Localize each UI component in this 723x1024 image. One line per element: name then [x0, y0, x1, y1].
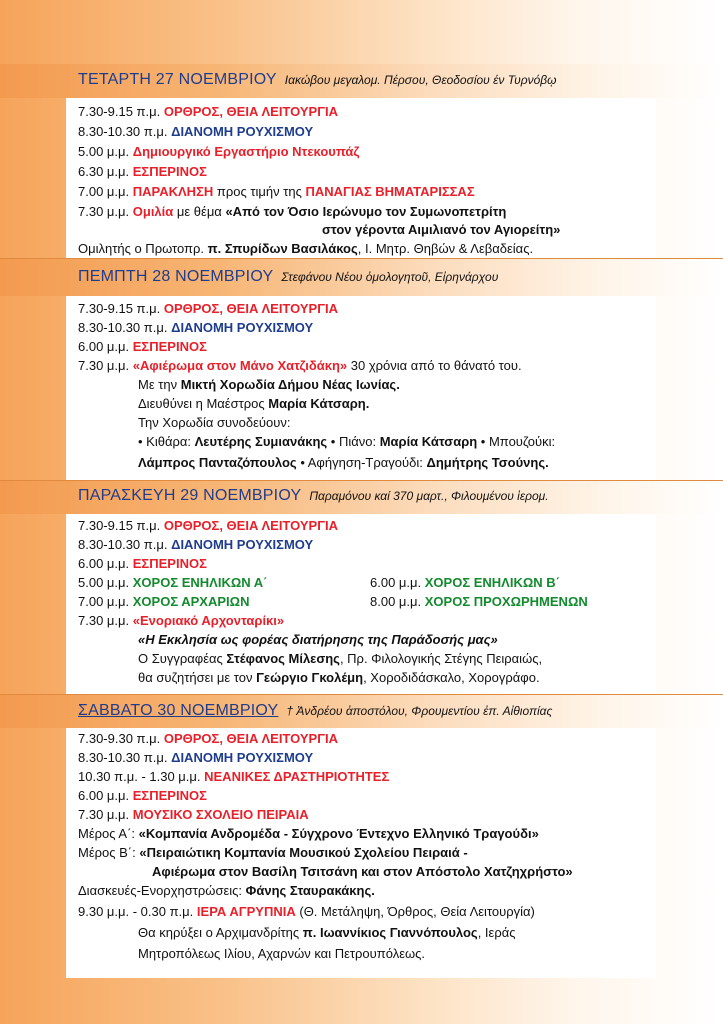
schedule-line: 7.00 μ.μ. ΠΑΡΑΚΛΗΣΗ προς τιμήν της ΠΑΝΑΓΙΑΣ ΒΗΜΑΤΑΡΙΣΣΑΣ	[78, 184, 475, 199]
divider	[0, 694, 723, 695]
schedule-line: 8.00 μ.μ. ΧΟΡΟΣ ΠΡΟΧΩΡΗΜΕΝΩΝ	[370, 594, 588, 609]
schedule-line: θα συζητήσει με τον Γεώργιο Γκολέμη, Χοροδιδάσκαλο, Χορογράφο.	[138, 670, 540, 685]
schedule-line: Θα κηρύξει ο Αρχιμανδρίτης π. Ιωαννίκιος Γιαννόπουλος, Ιεράς	[138, 925, 516, 940]
schedule-line: 5.00 μ.μ. Δημιουργικό Εργαστήριο Ντεκουπάζ	[78, 144, 360, 159]
schedule-line: 6.30 μ.μ. ΕΣΠΕΡΙΝΟΣ	[78, 164, 207, 179]
saint-of-day: Παραμόνου καί 370 μαρτ., Φιλουμένου ἱερομ.	[309, 489, 549, 503]
schedule-line: 7.00 μ.μ. ΧΟΡΟΣ ΑΡΧΑΡΙΩΝ	[78, 594, 250, 609]
schedule-line: 8.30-10.30 π.μ. ΔΙΑΝΟΜΗ ΡΟΥΧΙΣΜΟΥ	[78, 750, 314, 765]
schedule-line: 5.00 μ.μ. ΧΟΡΟΣ ΕΝΗΛΙΚΩΝ Α΄	[78, 575, 268, 590]
schedule-line: 7.30-9.15 π.μ. ΟΡΘΡΟΣ, ΘΕΙΑ ΛΕΙΤΟΥΡΓΙΑ	[78, 104, 339, 119]
schedule-line: Μέρος Α΄: «Κομπανία Ανδρομέδα - Σύγχρονο Έντεχνο Ελληνικό Τραγούδι»	[78, 826, 539, 841]
schedule-line: 7.30-9.15 π.μ. ΟΡΘΡΟΣ, ΘΕΙΑ ΛΕΙΤΟΥΡΓΙΑ	[78, 301, 339, 316]
schedule-line: 6.00 μ.μ. ΕΣΠΕΡΙΝΟΣ	[78, 788, 207, 803]
schedule-line: Ο Συγγραφέας Στέφανος Μίλεσης, Πρ. Φιλολογικής Στέγης Πειραιώς,	[138, 651, 543, 666]
schedule-line: Ομιλητής ο Πρωτοπρ. π. Σπυρίδων Βασιλάκος, Ι. Μητρ. Θηβών & Λεβαδείας.	[78, 241, 534, 256]
schedule-line: 9.30 μ.μ. - 0.30 π.μ. ΙΕΡΑ ΑΓΡΥΠΝΙΑ (Θ. Μετάληψη, Όρθρος, Θεία Λειτουργία)	[78, 904, 535, 919]
saint-of-day: Στεφάνου Νέου ὁμολογητοῦ, Εἰρηνάρχου	[281, 270, 499, 284]
schedule-line: Λάμπρος Πανταζόπουλος • Αφήγηση-Τραγούδι: Δημήτρης Τσούνης.	[138, 455, 549, 470]
day-title: ΤΕΤΑΡΤΗ 27 ΝΟΕΜΒΡΙΟΥ	[78, 71, 277, 88]
schedule-line: 7.30 μ.μ. «Ενοριακό Αρχονταρίκι»	[78, 613, 285, 628]
divider	[0, 480, 723, 481]
schedule-line: 7.30 μ.μ. Ομιλία με θέμα «Από τον Όσιο Ιερώνυμο τον Συμωνοπετρίτη	[78, 204, 507, 219]
schedule-line: Την Χορωδία συνοδεύουν:	[138, 415, 291, 430]
divider	[0, 258, 723, 259]
schedule-line: Μέρος Β΄: «Πειραιώτικη Κομπανία Μουσικού Σχολείου Πειραιά -	[78, 845, 468, 860]
schedule-line: 7.30 μ.μ. «Αφιέρωμα στον Μάνο Χατζιδάκη» 30 χρόνια από το θάνατό του.	[78, 358, 522, 373]
day-title: ΠΑΡΑΣΚΕΥΗ 29 ΝΟΕΜΒΡΙΟΥ	[78, 487, 302, 504]
day-title: ΣΑΒΒΑΤΟ 30 ΝΟΕΜΒΡΙΟΥ	[78, 702, 279, 719]
day-header-thursday	[78, 268, 498, 286]
schedule-line: στον γέροντα Αιμιλιανό τον Αγιορείτη»	[322, 222, 561, 237]
schedule-line: «Η Εκκλησία ως φορέας διατήρησης της Παράδοσής μας»	[138, 632, 498, 647]
saint-of-day: † Ἀνδρέου ἀποστόλου, Φρουμεντίου ἐπ. Αἰθιοπίας	[286, 704, 553, 718]
schedule-line: Με την Μικτή Χορωδία Δήμου Νέας Ιωνίας.	[138, 377, 400, 392]
schedule-line: 7.30 μ.μ. ΜΟΥΣΙΚΟ ΣΧΟΛΕΙΟ ΠΕΙΡΑΙΑ	[78, 807, 309, 822]
schedule-line: 7.30-9.30 π.μ. ΟΡΘΡΟΣ, ΘΕΙΑ ΛΕΙΤΟΥΡΓΙΑ	[78, 731, 339, 746]
schedule-line: 10.30 π.μ. - 1.30 μ.μ. ΝΕΑΝΙΚΕΣ ΔΡΑΣΤΗΡΙΟΤΗΤΕΣ	[78, 769, 390, 784]
schedule-line: 8.30-10.30 π.μ. ΔΙΑΝΟΜΗ ΡΟΥΧΙΣΜΟΥ	[78, 537, 314, 552]
schedule-line: • Κιθάρα: Λευτέρης Συμιανάκης • Πιάνο: Μαρία Κάτσαρη • Μπουζούκι:	[138, 434, 556, 449]
schedule-line: Διασκευές-Ενορχηστρώσεις: Φάνης Σταυρακάκης.	[78, 883, 375, 898]
day-header-friday	[78, 487, 549, 505]
schedule-line: 7.30-9.15 π.μ. ΟΡΘΡΟΣ, ΘΕΙΑ ΛΕΙΤΟΥΡΓΙΑ	[78, 518, 339, 533]
schedule-line: 6.00 μ.μ. ΕΣΠΕΡΙΝΟΣ	[78, 339, 207, 354]
schedule-line: 6.00 μ.μ. ΧΟΡΟΣ ΕΝΗΛΙΚΩΝ Β΄	[370, 575, 560, 590]
day-title: ΠΕΜΠΤΗ 28 ΝΟΕΜΒΡΙΟΥ	[78, 268, 274, 285]
day-header-wednesday	[78, 71, 557, 89]
schedule-line: 8.30-10.30 π.μ. ΔΙΑΝΟΜΗ ΡΟΥΧΙΣΜΟΥ	[78, 320, 314, 335]
schedule-line: 6.00 μ.μ. ΕΣΠΕΡΙΝΟΣ	[78, 556, 207, 571]
schedule-line: 8.30-10.30 π.μ. ΔΙΑΝΟΜΗ ΡΟΥΧΙΣΜΟΥ	[78, 124, 314, 139]
schedule-line: Μητροπόλεως Ιλίου, Αχαρνών και Πετρουπόλεως.	[138, 946, 426, 961]
schedule-line: Αφιέρωμα στον Βασίλη Τσιτσάνη και στον Απόστολο Χατζηχρήστο»	[152, 864, 573, 879]
saint-of-day: Ιακώβου μεγαλομ. Πέρσου, Θεοδοσίου έν Τυρνόβῳ	[284, 73, 557, 87]
schedule-line: Διευθύνει η Μαέστρος Μαρία Κάτσαρη.	[138, 396, 370, 411]
day-header-saturday	[78, 702, 552, 720]
